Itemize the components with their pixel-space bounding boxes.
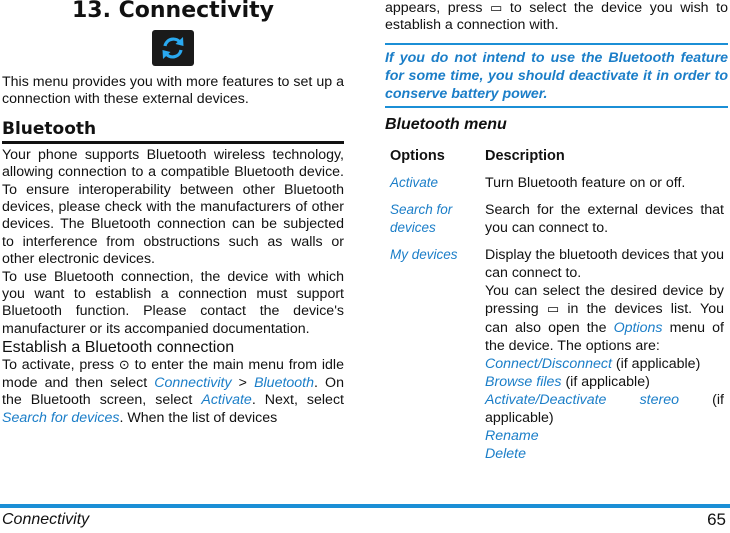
bluetooth-paragraph-2: To use Bluetooth connection, the device with which you want to establish a connection must support Bluetooth function. Please contact the device's manufacturer or its accompanied documentation.	[2, 268, 344, 337]
bluetooth-heading: Bluetooth	[2, 119, 344, 144]
right-column	[385, 0, 728, 470]
sub-option: Browse files (if applicable)	[485, 373, 650, 390]
establish-heading: Establish a Bluetooth connection	[2, 339, 235, 357]
sub-option: Connect/Disconnect (if applicable)	[485, 355, 701, 372]
menu-link-activate: Activate	[201, 392, 252, 409]
description-my-devices: Display the bluetooth devices that you can connect to. You can select the desired device by pressing ▭ in the devices list. You can also open the Options menu of the device. The options are: Connect/Disconnect (if applicable) Browse files (if applicable) Activate/Deactivate stereo (if applicable) Rename Delete	[485, 246, 724, 462]
chapter-title: 13. Connectivity	[72, 0, 274, 23]
description-search-devices: Search for the external devices that you can connect to.	[485, 201, 724, 236]
softkey-icon: ▭	[546, 301, 560, 317]
option-activate: Activate	[390, 174, 439, 190]
bluetooth-menu-table	[385, 144, 728, 470]
sub-option: Delete	[485, 445, 527, 462]
establish-paragraph-continued: appears, press ▭ to select the device you wish to establish a connection with.	[385, 0, 728, 34]
softkey-icon: ▭	[490, 1, 503, 16]
table-row	[385, 244, 728, 470]
left-column	[2, 0, 344, 427]
menu-link-connectivity: Connectivity	[154, 374, 232, 391]
connectivity-sync-icon	[152, 30, 194, 66]
table-header-row	[385, 144, 728, 172]
center-key-icon: ⊙	[118, 358, 130, 374]
menu-link-search-devices: Search for devices	[2, 409, 120, 426]
options-menu-link: Options	[613, 319, 663, 336]
intro-paragraph: This menu provides you with more features to set up a connection with these external devices.	[2, 74, 344, 108]
battery-note: If you do not intend to use the Bluetooth feature for some time, you should deactivate it in order to conserve battery power.	[385, 43, 728, 108]
description-activate: Turn Bluetooth feature on or off.	[485, 174, 686, 191]
description-column-header: Description	[485, 147, 565, 164]
table-row	[385, 199, 728, 244]
footer-section-name: Connectivity	[2, 511, 90, 528]
sub-option: Activate/Deactivate stereo (if applicable)	[485, 391, 724, 426]
sub-option: Rename	[485, 427, 539, 444]
footer-rule	[0, 504, 730, 508]
table-row	[385, 172, 728, 199]
options-column-header: Options	[390, 147, 445, 164]
bluetooth-paragraph-1: Your phone supports Bluetooth wireless technology, allowing connection to a compatible Bluetooth device. To ensure interoperability between other Bluetooth devices, please check with the manufacturers of other devices. The Bluetooth connection can be subjected to interference from obstructions such as walls or other electronic devices.	[2, 146, 344, 268]
option-my-devices: My devices	[390, 246, 458, 262]
bluetooth-menu-heading: Bluetooth menu	[385, 115, 507, 133]
page-number: 65	[707, 510, 726, 529]
establish-paragraph: To activate, press ⊙ to enter the main menu from idle mode and then select Connectivity > Bluetooth. On the Bluetooth screen, select Activate. Next, select Search for devices. When the list of devices	[2, 357, 344, 426]
menu-link-bluetooth: Bluetooth	[254, 374, 315, 391]
option-search-devices: Search for devices	[390, 201, 453, 235]
